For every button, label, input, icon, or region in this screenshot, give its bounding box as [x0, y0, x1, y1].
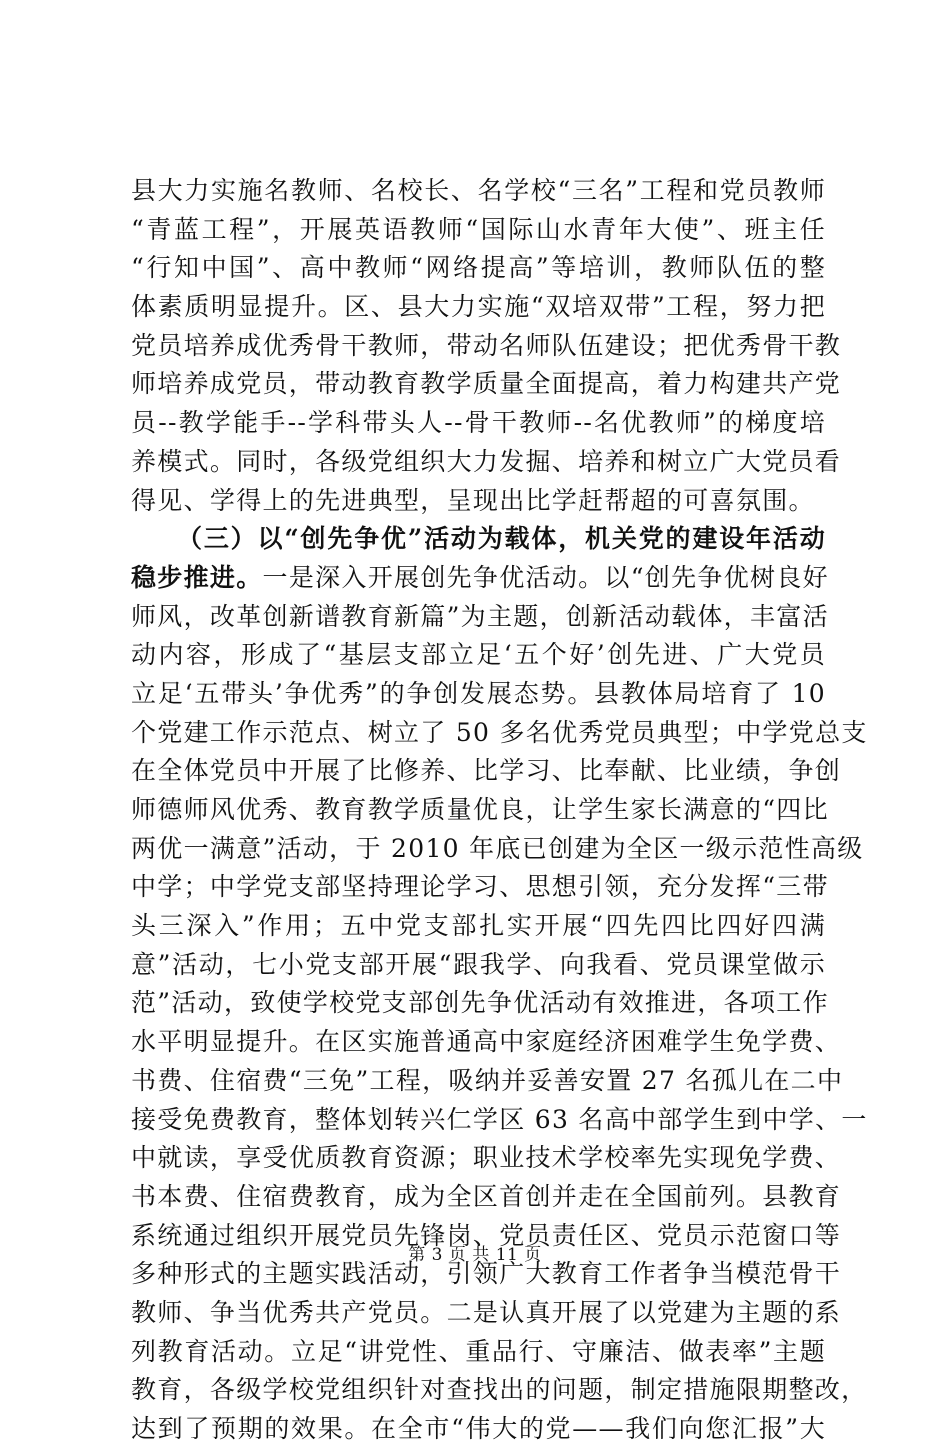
section-heading-tail: 稳步推进。: [131, 562, 263, 592]
text-line: 头三深入”作用；五中党支部扎实开展“四先四比四好四满: [131, 911, 826, 941]
text-line: 中学；中学党支部坚持理论学习、思想引领，充分发挥“三带: [131, 872, 829, 902]
text-line: 师风，改革创新谱教育新篇”为主题，创新活动载体，丰富活: [131, 601, 829, 631]
text-line: 立足‘五带头’争优秀”的争创发展态势。县教体局培育了 10: [131, 678, 826, 708]
text-line-mixed: [131, 559, 829, 598]
text-line: 多种形式的主题实践活动，引领广大教育工作者争当模范骨干: [131, 1259, 842, 1289]
text-line: 意”活动，七小党支部开展“跟我学、向我看、党员课堂做示: [131, 949, 826, 979]
text-line: 个党建工作示范点、树立了 50 多名优秀党员典型；中学党总支: [131, 717, 868, 747]
text-line: 接受免费教育，整体划转兴仁学区 63 名高中部学生到中学、一: [131, 1104, 868, 1134]
text-line: “行知中国”、高中教师“网络提高”等培训，教师队伍的整: [131, 253, 826, 283]
section-heading-line: （三）以“创先争优”活动为载体，机关党的建设年活动: [177, 524, 826, 554]
text-line: 县大力实施名教师、名校长、名学校“三名”工程和党员教师: [131, 176, 826, 205]
text-line: 书费、住宿费“三免”工程，吸纳并妥善安置 27 名孤儿在二中: [131, 1065, 844, 1095]
text-line: 两优一满意”活动，于 2010 年底已创建为全区一级示范性高级: [131, 833, 864, 863]
text-line: 范”活动，致使学校党支部创先争优活动有效推进，各项工作: [131, 988, 829, 1018]
text-line: 中就读，享受优质教育资源；职业技术学校率先实现免学费、: [131, 1143, 842, 1173]
text-line: 达到了预期的效果。在全市“伟大的党——我们向您汇报”大: [131, 1414, 826, 1443]
text-line: 书本费、住宿费教育，成为全区首创并走在全国前列。县教育: [131, 1181, 842, 1211]
text-span: 一是深入开展创先争优活动。以“创先争优树良好: [262, 562, 829, 592]
text-line: “青蓝工程”，开展英语教师“国际山水青年大使”、班主任: [131, 214, 826, 244]
text-line: 动内容，形成了“基层支部立足‘五个好’创先进、广大党员: [131, 640, 826, 670]
text-line: 养模式。同时，各级党组织大力发掘、培养和树立广大党员看: [131, 446, 842, 476]
text-line: 师德师风优秀、教育教学质量优良，让学生家长满意的“四比: [131, 795, 829, 824]
text-line: 教师、争当优秀共产党员。二是认真开展了以党建为主题的系: [131, 1297, 842, 1327]
text-line: 系统通过组织开展党员先锋岗、党员责任区、党员示范窗口等: [131, 1220, 842, 1250]
text-line: 得见、学得上的先进典型，呈现出比学赶帮超的可喜氛围。: [131, 485, 815, 515]
text-line: 党员培养成优秀骨干教师，带动名师队伍建设；把优秀骨干教: [131, 330, 842, 360]
text-line: 师培养成党员，带动教育教学质量全面提高，着力构建共产党: [131, 369, 842, 399]
text-line: 体素质明显提升。区、县大力实施“双培双带”工程，努力把: [131, 292, 826, 322]
text-line: 水平明显提升。在区实施普通高中家庭经济困难学生免学费、: [131, 1027, 842, 1057]
text-line: 员--教学能手--学科带头人--骨干教师--名优教师”的梯度培: [131, 408, 826, 438]
text-line: 列教育活动。立足“讲党性、重品行、守廉洁、做表率”主题: [131, 1336, 826, 1366]
text-line: 在全体党员中开展了比修养、比学习、比奉献、比业绩，争创: [131, 756, 842, 786]
page-number-footer: 第 3 页 共 11 页: [408, 1245, 542, 1265]
text-line: 教育，各级学校党组织针对查找出的问题，制定措施限期整改，: [131, 1375, 868, 1405]
